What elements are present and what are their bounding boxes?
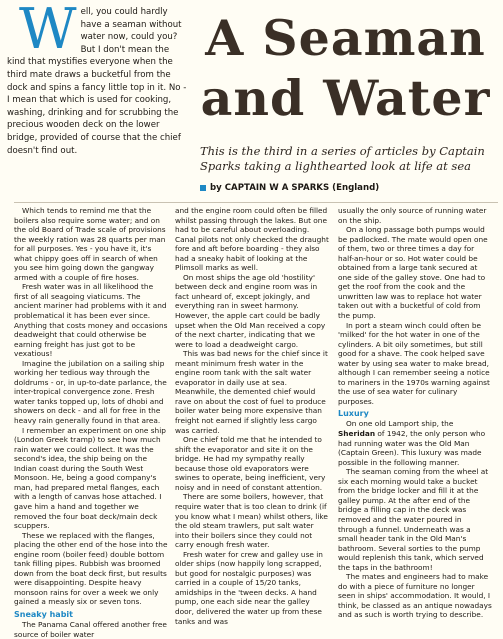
paragraph: I remember an experiment on one ship (London Greek tramp) to see how much rain water we could collect. It was the second's idea, the ship being on the Indian coast during the South West Monsoon. He, being a good company's man, had prepared metal flanges, each with a length of canvas hose attached. I gave him a hand and together we removed the four boat deck/main deck scuppers. bbox=[14, 425, 166, 531]
paragraph: The mates and engineers had to make do with a piece of furniture no longer seen in ships' accommodation. It would, I think, be classed as an antique nowadays and as such is worth trying to describe. bbox=[338, 572, 492, 620]
paragraph: Fresh water was in all likelihood the first of all seagoing viaticums. The ancient mariner had problems with it and problematical it has been ever since. Anything that costs money and occasions deadweight that could otherwise be earning freight has just got to be vexatious! bbox=[14, 282, 168, 359]
title-line-2: and Water bbox=[200, 69, 491, 127]
text-run: On one old Lamport ship, the bbox=[346, 419, 454, 429]
intro-paragraph bbox=[7, 0, 187, 157]
paragraph: These we replaced with the flanges, placing the other end of the hose into the engine room (boiler feed) double bottom tank filling pipes. Rubbish was broomed down from the boat deck first, but results were disappointing. Despite heavy monsoon rains for over a week we only gained a measly six or seven tons. bbox=[14, 530, 168, 607]
paragraph: There are some boilers, however, that require water that is too clean to drink (if you know what I mean) whilst others, like the old steam trawlers, put salt water into their boilers since they could not carry enough fresh water. bbox=[175, 492, 328, 550]
text-run: of 1942, the only person who had running water was the Old Man (Captain Green). This luxury was made possible in the following manner. bbox=[338, 429, 486, 467]
paragraph: This was bad news for the chief since it meant minimum fresh water in the engine room tank with the salt water evaporator in daily use at sea. Meanwhile, the demented chief would rave on about the cost of fuel to produce boiler water being more expensive than freight not earned if slightly less cargo was carried. bbox=[175, 349, 328, 435]
paragraph: Fresh water for crew and galley use in older ships (now happily long scrapped, but good for nostalgic purposes) was carried in a couple of 15/20 tanks, amidships in the 'tween decks. A hand pump, one each side near the galley door, delivered the water up from these tanks and was bbox=[175, 549, 323, 626]
paragraph: On most ships the age old 'hostility' between deck and engine room was in fact unheard of, except jokingly, and everything ran in sweet harmony. However, the apple cart could be badly upset when the Old Man received a copy of the next charter, indicating that we were to load a deadweight cargo. bbox=[175, 272, 326, 349]
byline-square-icon bbox=[200, 185, 206, 191]
subheading: Luxury bbox=[338, 409, 369, 419]
paragraph: and the engine room could often be filled whilst passing through the lakes. But one had to be careful about overloading. Canal pilots not only checked the draught fore and aft before boarding - they also had a sneaky habit of looking at the Plimsoll marks as well. bbox=[175, 206, 329, 273]
standfirst: This is the third in a series of articles by Captain Sparks taking a lighthearted look at life at sea bbox=[200, 144, 485, 173]
drop-cap: W bbox=[19, 0, 77, 62]
paragraph: The Panama Canal offered another free source of boiler water bbox=[14, 619, 167, 639]
byline-text: by CAPTAIN W A SPARKS (England) bbox=[210, 183, 380, 193]
column-2 bbox=[175, 206, 329, 626]
paragraph: usually the only source of running water on the ship. bbox=[338, 206, 487, 225]
intro-text: ell, you could hardly have a seaman without water now, could you? But I don't mean the kind that mystifies everyone when the third mate draws a bucketful from the dock and spins a fancy little top in it. No - I mean that which is used for cooking, washing, drinking and for scrubbing the precious wooden deck on the lower bridge, provided of course that the chief doesn't find out. bbox=[7, 7, 187, 156]
paragraph bbox=[338, 419, 492, 467]
byline bbox=[200, 183, 498, 193]
divider bbox=[14, 202, 498, 203]
column-3 bbox=[338, 206, 492, 620]
column-1 bbox=[14, 206, 168, 639]
paragraph: In port a steam winch could often be 'milked' for the hot water in one of the cylinders. A bit oily sometimes, but still good for a shave. The cook helped save water by using sea water to make bread, although I can remember seeing a notice to mariners in the 1970s warning against the use of sea water for culinary purposes. bbox=[338, 320, 490, 406]
paragraph: The seaman coming from the wheel at six each morning would take a bucket from the bridge locker and fill it at the galley pump. At the after end of the bridge a filling cap in the deck was removed and the water poured in through a funnel. Underneath was a small header tank in the Old Man's bathroom. Several sorties to the pump would replenish this tank, which served the taps in the bathroom! bbox=[338, 467, 489, 572]
paragraph: One chief told me that he intended to shift the evaporator and site it on the bridge. He had my sympathy really because those old evaporators were swines to operate, being inefficient, very noisy and in need of constant attention. bbox=[175, 435, 326, 492]
paragraph: Imagine the jubilation on a sailing ship working her tedious way through the doldrums - or, in up-to-date parlance, the inter-tropical convergence zone. Fresh water tanks topped up, lots of dhobi and showers on deck - and all for free in the heavy rain generally found in that area. bbox=[14, 358, 167, 426]
paragraph: Which tends to remind me that the boilers also require some water; and on the old Board of Trade scale of provisions the weekly ration was 28 quarts per man for all purposes. Yes - you have it, it's what chippy goes off in search of when you see him going down the gangway armed with a couple of fire hoses. bbox=[14, 206, 166, 282]
ship-name: Sheridan bbox=[338, 429, 376, 439]
subheading: Sneaky habit bbox=[14, 609, 73, 619]
article-title bbox=[193, 8, 498, 128]
paragraph: On a long passage both pumps would be padlocked. The mate would open one of them, two or three times a day for half-an-hour or so. Hot water could be obtained from a large tank secured at one side of the galley stove. One had to get the roof from the cook and the unwritten law was to replace hot water taken out with a bucketful of cold from the pump. bbox=[338, 225, 488, 321]
title-line-1: A Seaman bbox=[205, 9, 486, 67]
